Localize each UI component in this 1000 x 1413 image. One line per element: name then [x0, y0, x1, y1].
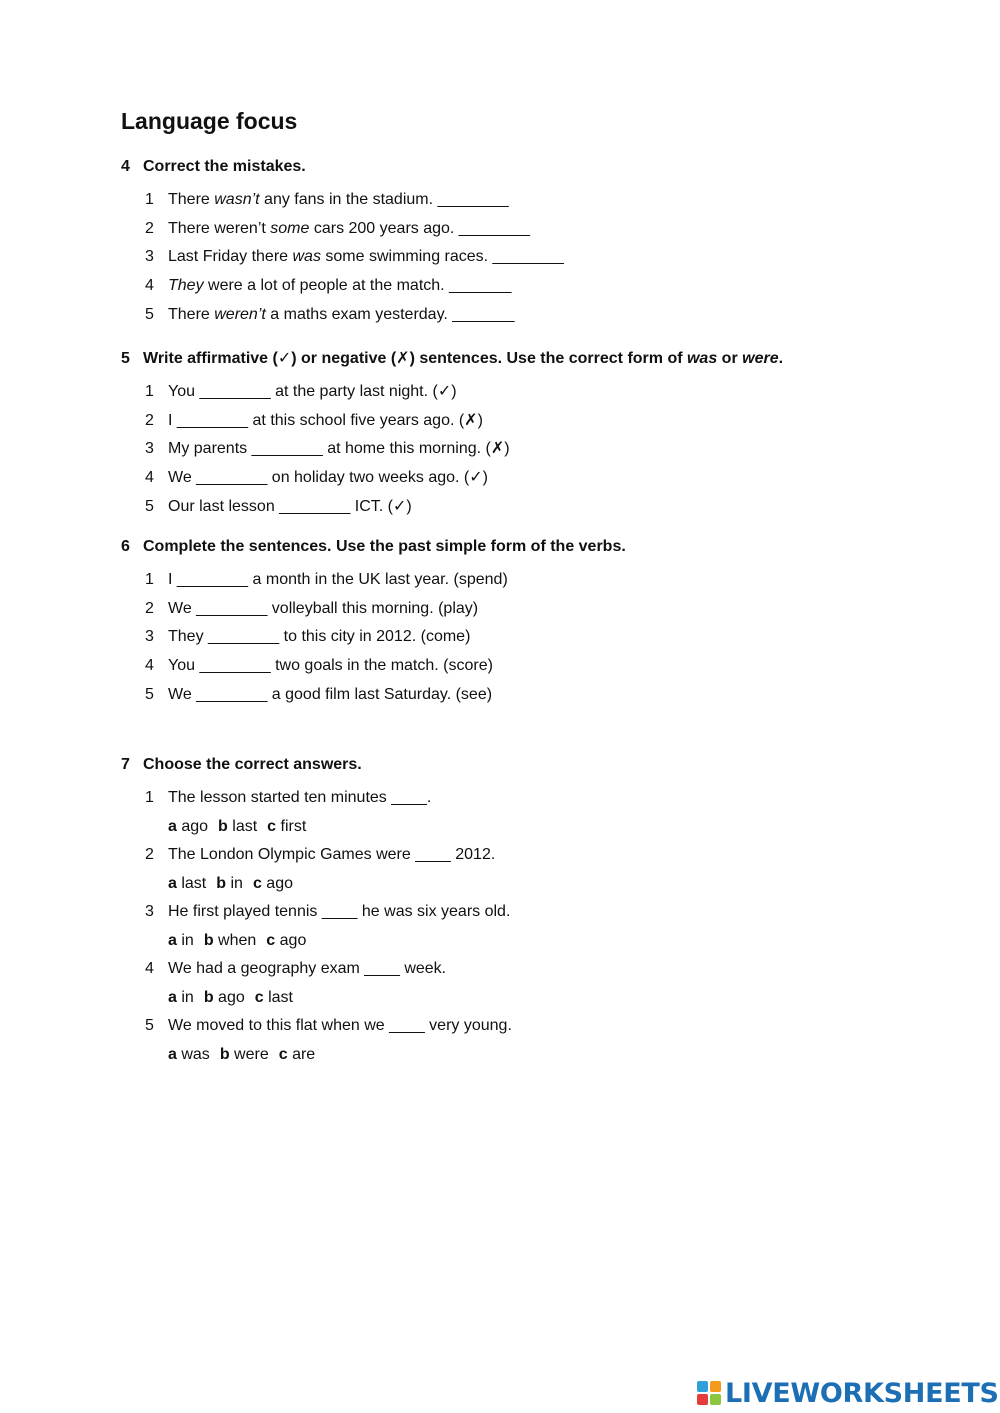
- exercise-number: 7: [121, 756, 130, 773]
- answer-option-a[interactable]: a in: [168, 988, 194, 1006]
- item-number: 5: [145, 1017, 154, 1034]
- exercise-instruction: Choose the correct answers.: [143, 756, 362, 773]
- item-number: 2: [145, 599, 154, 617]
- item-number: 5: [145, 497, 154, 515]
- exercise-6-item: [145, 600, 478, 618]
- exercise-number: 5: [121, 350, 130, 367]
- item-number: 2: [145, 411, 154, 429]
- item-sentence: Our last lesson ________ ICT. (✓): [168, 497, 412, 515]
- exercise-4-item: [145, 306, 515, 324]
- item-sentence: The lesson started ten minutes ____.: [168, 789, 432, 806]
- answer-option-c[interactable]: c ago: [266, 931, 307, 949]
- item-sentence: There wasn’t any fans in the stadium. ________: [168, 191, 509, 208]
- exercise-6-item: [145, 571, 508, 589]
- item-number: 2: [145, 846, 154, 863]
- item-sentence: We ________ on holiday two weeks ago. (✓): [168, 469, 488, 487]
- exercise-7-item: [145, 846, 495, 864]
- item-number: 4: [145, 469, 154, 487]
- page-title: Language focus: [121, 108, 298, 134]
- item-number: 1: [145, 789, 154, 806]
- item-sentence: There weren’t a maths exam yesterday. _______: [168, 305, 515, 323]
- exercise-7-item: [145, 903, 510, 921]
- answer-options: [168, 818, 316, 836]
- exercise-4-heading: [121, 158, 306, 176]
- logo-text: LIVEWORKSHEETS: [725, 1377, 999, 1409]
- answer-option-a[interactable]: a was: [168, 1045, 210, 1063]
- exercise-number: 4: [121, 158, 130, 175]
- logo-tiles-icon: [697, 1381, 721, 1405]
- item-number: 1: [145, 191, 154, 208]
- answer-option-c[interactable]: c last: [254, 988, 293, 1006]
- exercise-instruction: Complete the sentences. Use the past simple form of the verbs.: [143, 538, 626, 555]
- item-sentence: My parents ________ at home this morning. (✗): [168, 440, 510, 458]
- item-number: 2: [145, 219, 154, 237]
- exercise-instruction: Correct the mistakes.: [143, 158, 306, 175]
- answer-option-a[interactable]: a ago: [168, 817, 209, 835]
- item-number: 1: [145, 571, 154, 588]
- answer-option-c[interactable]: c are: [278, 1045, 316, 1063]
- exercise-5-item: [145, 410, 483, 430]
- exercise-6-item: [145, 657, 493, 675]
- exercise-5-item: [145, 467, 488, 487]
- exercise-7-item: [145, 789, 431, 807]
- answer-option-b[interactable]: b when: [203, 931, 257, 949]
- item-number: 5: [145, 305, 154, 323]
- item-sentence: You ________ two goals in the match. (score): [168, 657, 493, 675]
- item-number: 3: [145, 248, 154, 266]
- answer-option-c[interactable]: c first: [267, 817, 307, 835]
- answer-options: [168, 1046, 325, 1064]
- item-number: 3: [145, 440, 154, 458]
- item-sentence: There weren’t some cars 200 years ago. ________: [168, 219, 530, 237]
- exercise-number: 6: [121, 538, 130, 555]
- item-number: 4: [145, 657, 154, 675]
- item-sentence: They ________ to this city in 2012. (come): [168, 628, 471, 646]
- item-number: 3: [145, 903, 154, 920]
- exercise-5-item: [145, 438, 510, 458]
- liveworksheets-logo: [697, 1376, 999, 1410]
- answer-option-b[interactable]: b ago: [203, 988, 245, 1006]
- exercise-7-item: [145, 960, 446, 978]
- exercise-4-item: [145, 191, 509, 209]
- item-sentence: They were a lot of people at the match. _______: [168, 277, 512, 295]
- item-number: 3: [145, 628, 154, 646]
- exercise-6-item: [145, 686, 492, 704]
- exercise-4-item: [145, 277, 511, 295]
- item-sentence: I ________ at this school five years ago. (✗): [168, 411, 483, 429]
- item-sentence: We ________ a good film last Saturday. (see): [168, 685, 493, 703]
- answer-option-b[interactable]: b in: [216, 874, 243, 892]
- item-sentence: The London Olympic Games were ____ 2012.: [168, 846, 496, 863]
- item-sentence: He first played tennis ____ he was six years old.: [168, 903, 511, 920]
- exercise-instruction: Write affirmative (✓) or negative (✗) sentences. Use the correct form of was or were.: [143, 350, 784, 367]
- answer-option-b[interactable]: b were: [219, 1045, 269, 1063]
- exercise-5-item: [145, 381, 457, 401]
- answer-option-a[interactable]: a last: [168, 874, 207, 892]
- exercise-7-item: [145, 1017, 512, 1035]
- answer-option-a[interactable]: a in: [168, 931, 194, 949]
- item-sentence: We had a geography exam ____ week.: [168, 960, 447, 977]
- item-sentence: You ________ at the party last night. (✓): [168, 383, 457, 400]
- item-sentence: I ________ a month in the UK last year. (spend): [168, 571, 508, 588]
- answer-options: [168, 932, 316, 950]
- exercise-5-item: [145, 496, 412, 516]
- item-number: 4: [145, 277, 154, 295]
- answer-option-c[interactable]: c ago: [252, 874, 293, 892]
- item-number: 4: [145, 960, 154, 977]
- exercise-7-heading: [121, 756, 362, 774]
- answer-options: [168, 875, 303, 893]
- exercise-4-item: [145, 248, 564, 266]
- exercise-6-heading: [121, 538, 626, 556]
- item-sentence: We moved to this flat when we ____ very young.: [168, 1017, 512, 1034]
- answer-option-b[interactable]: b last: [218, 817, 258, 835]
- item-number: 1: [145, 383, 154, 400]
- answer-options: [168, 989, 303, 1007]
- item-number: 5: [145, 685, 154, 703]
- item-sentence: Last Friday there was some swimming races. ________: [168, 248, 564, 266]
- exercise-4-item: [145, 220, 530, 238]
- exercise-5-heading: [121, 348, 783, 368]
- exercise-6-item: [145, 628, 470, 646]
- item-sentence: We ________ volleyball this morning. (play): [168, 599, 479, 617]
